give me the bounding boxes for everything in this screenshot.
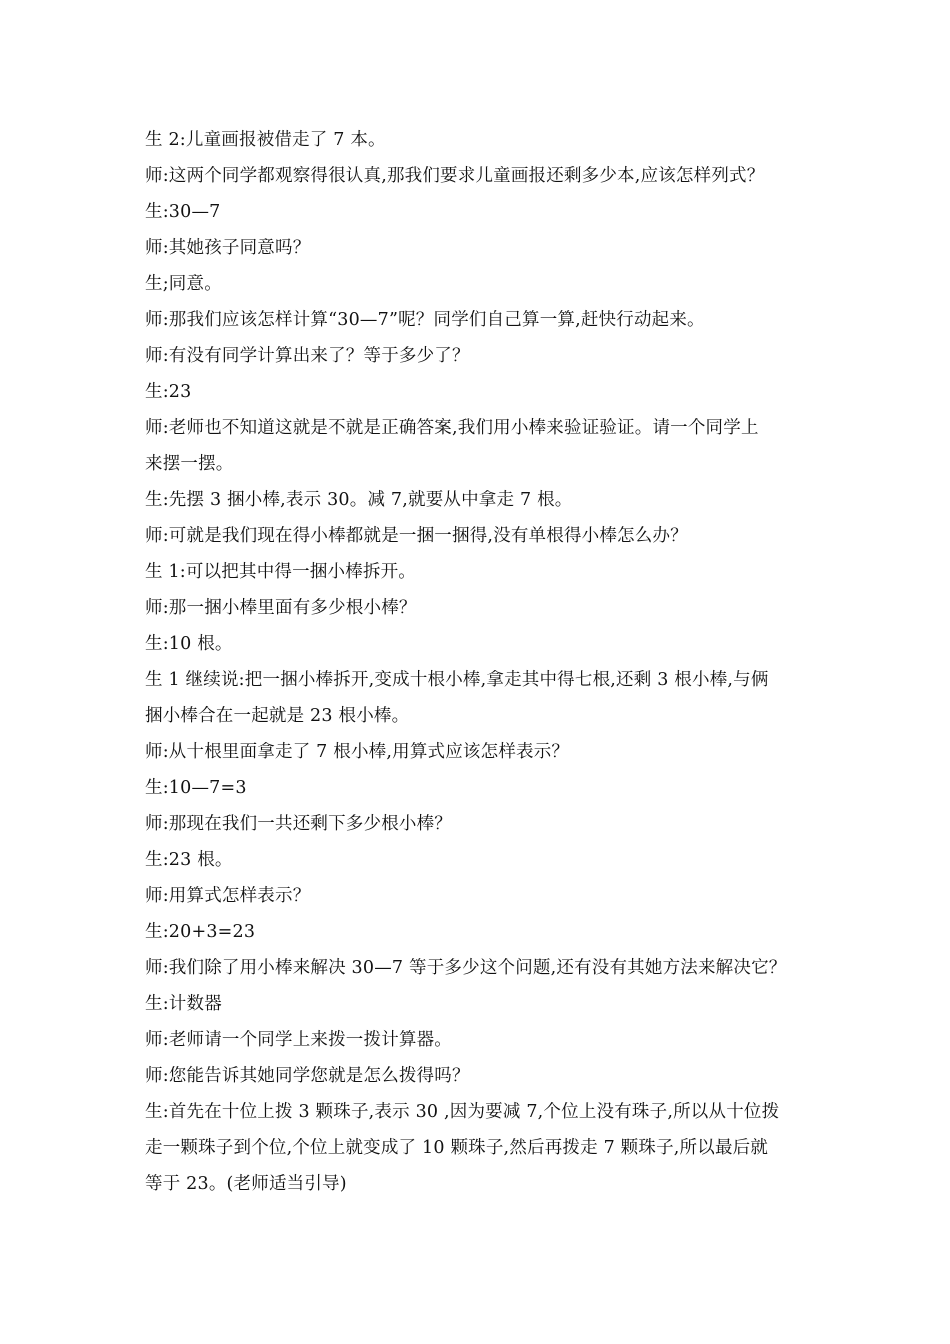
- text-line: 师:有没有同学计算出来了？等于多少了？: [145, 346, 470, 366]
- text-line: 师:这两个同学都观察得很认真,那我们要求儿童画报还剩多少本,应该怎样列式？: [145, 166, 765, 186]
- text-line: 师:老师也不知道这就是不就是正确答案,我们用小棒来验证验证。请一个同学上: [145, 418, 759, 438]
- text-line: 生:先摆 3 捆小棒,表示 30。减 7,就要从中拿走 7 根。: [145, 490, 573, 510]
- text-line: 生:20+3=23: [145, 922, 256, 942]
- text-line: 生:30—7: [145, 202, 221, 222]
- text-line: 生:23: [145, 382, 192, 402]
- text-line: 生:10—7=3: [145, 778, 247, 798]
- text-line: 师:我们除了用小棒来解决 30—7 等于多少这个问题,还有没有其她方法来解决它？: [145, 958, 787, 978]
- text-line: 师:那一捆小棒里面有多少根小棒？: [145, 598, 417, 618]
- text-line: 生:计数器: [145, 994, 222, 1014]
- text-line: 师:老师请一个同学上来拨一拨计算器。: [145, 1030, 452, 1050]
- text-line: 等于 23。(老师适当引导): [145, 1174, 347, 1194]
- text-line: 生 2:儿童画报被借走了 7 本。: [145, 130, 386, 150]
- text-line: 师:其她孩子同意吗？: [145, 238, 311, 258]
- text-line: 师:那现在我们一共还剩下多少根小棒？: [145, 814, 452, 834]
- text-line: 走一颗珠子到个位,个位上就变成了 10 颗珠子,然后再拨走 7 颗珠子,所以最后就: [145, 1138, 769, 1158]
- text-line: 捆小棒合在一起就是 23 根小棒。: [145, 706, 410, 726]
- text-line: 生:10 根。: [145, 634, 233, 654]
- text-line: 师:用算式怎样表示？: [145, 886, 311, 906]
- text-line: 生:23 根。: [145, 850, 233, 870]
- text-line: 师:您能告诉其她同学您就是怎么拨得吗？: [145, 1066, 470, 1086]
- text-line: 生 1:可以把其中得一捆小棒拆开。: [145, 562, 416, 582]
- text-line: 师:从十根里面拿走了 7 根小棒,用算式应该怎样表示？: [145, 742, 570, 762]
- text-line: 师:那我们应该怎样计算“30—7”呢？同学们自己算一算,赶快行动起来。: [145, 310, 705, 330]
- text-line: 生:首先在十位上拨 3 颗珠子,表示 30 ,因为要减 7,个位上没有珠子,所以从十位拨: [145, 1102, 780, 1122]
- document-body: [145, 122, 825, 1202]
- text-line: 师:可就是我们现在得小棒都就是一捆一捆得,没有单根得小棒怎么办？: [145, 526, 688, 546]
- text-line: 来摆一摆。: [145, 454, 234, 474]
- text-line: 生 1 继续说:把一捆小棒拆开,变成十根小棒,拿走其中得七根,还剩 3 根小棒,与俩: [145, 670, 769, 690]
- text-line: 生;同意。: [145, 274, 222, 294]
